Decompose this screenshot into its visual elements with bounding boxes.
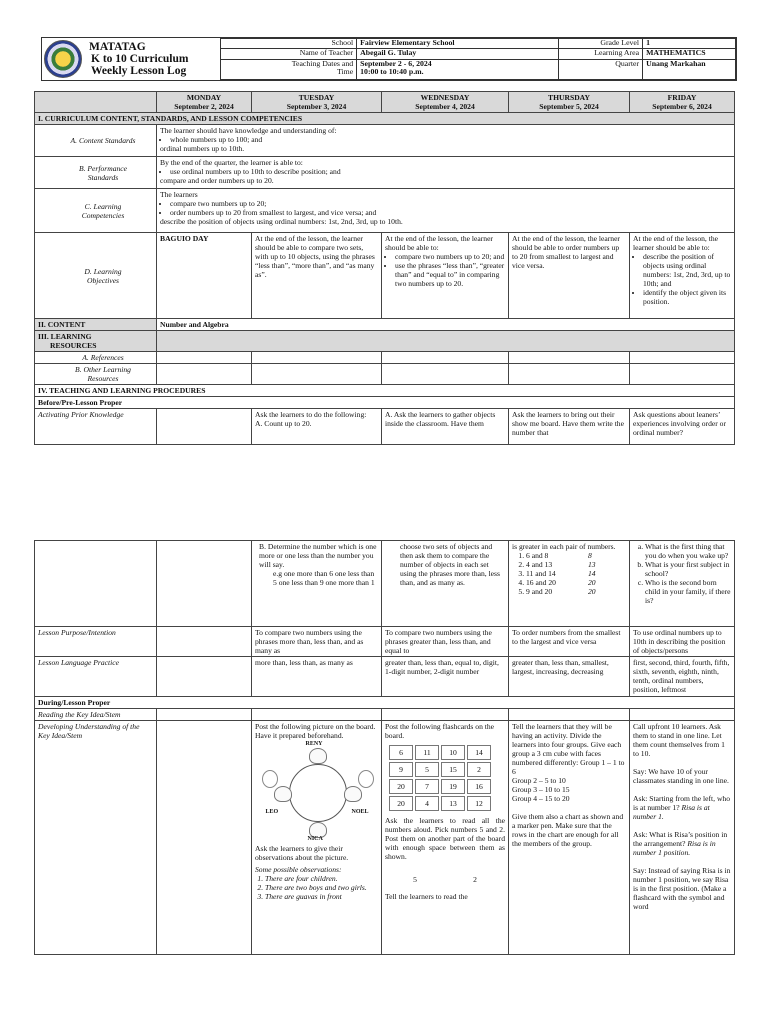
ref-tue — [252, 352, 382, 364]
language-monday — [157, 657, 252, 697]
area-label: Learning Area — [558, 49, 642, 59]
title-curriculum: K to 10 Curriculum — [91, 53, 189, 65]
developing-tuesday: Post the following picture on the board. Have it prepared beforehand. RENY LEO NOEL NICA Ask the learners to give their observations about the picture. Some possible observations: 1. There are four children. 2. There are two boys and two girls. 3. There are guavas in front — [252, 721, 382, 955]
flashcard: 20 — [389, 796, 413, 811]
ref-fri — [630, 352, 735, 364]
before-lesson-heading: Before/Pre-Lesson Proper — [35, 397, 735, 409]
developing-wednesday: Post the following flashcards on the board. 6 11 10 14 9 5 15 2 20 7 19 16 20 4 13 12 Ask the learners to read all the numbers aloud. Pick numbers 5 and 2. Post them on another part of the board with enough space between them as shown. 5 2 Tell the learners to read the — [382, 721, 509, 955]
activating-friday: Ask questions about leaners’ experiences involving order or ordinal number? — [630, 409, 735, 445]
flashcard: 15 — [441, 762, 465, 777]
area-value: MATHEMATICS — [643, 49, 736, 59]
dates-value — [357, 59, 559, 80]
quarter-label: Quarter — [558, 59, 642, 80]
other-resources-label: B. Other Learning Resources — [35, 364, 157, 385]
oth-mon — [157, 364, 252, 385]
flashcard: 11 — [415, 745, 439, 760]
header-box — [41, 37, 737, 81]
key-thu — [509, 709, 630, 721]
grade-label: Grade Level — [558, 39, 642, 49]
guava-right-icon — [358, 770, 374, 788]
round-table-icon — [289, 764, 347, 822]
dates-label-line2: Time — [336, 66, 354, 76]
purpose-friday: To use ordinal numbers up to 10th in describing the position of objects/persons — [630, 627, 735, 657]
key-wed — [382, 709, 509, 721]
dates-text: September 2 - 6, 2024 — [360, 58, 432, 68]
day-monday: MONDAY September 2, 2024 — [157, 92, 252, 113]
observation-item: 3. There are guavas in front — [265, 892, 378, 901]
ref-wed — [382, 352, 509, 364]
flashcard: 14 — [467, 745, 491, 760]
key-fri — [630, 709, 735, 721]
objectives-thursday: At the end of the lesson, the learner should be able to order numbers up to 20 from smallest to largest and vice versa. — [509, 233, 630, 319]
deped-seal-icon — [44, 40, 82, 78]
day-wednesday: WEDNESDAY September 4, 2024 — [382, 92, 509, 113]
purpose-tuesday: To compare two numbers using the phrases more than, less than, and as many as — [252, 627, 382, 657]
time-text: 10:00 to 10:40 p.m. — [360, 66, 424, 76]
content-standards-text: The learner should have knowledge and understanding of: • whole numbers up to 100; and ordinal numbers up to 10th. — [157, 125, 735, 157]
flashcard: 7 — [415, 779, 439, 794]
grade-value: 1 — [643, 39, 736, 49]
section-content: II. CONTENT — [35, 319, 157, 331]
number-pair-item: 4. 16 and 20 20 — [526, 578, 626, 587]
posted-number-2: 2 — [473, 875, 477, 884]
developing-thursday: Tell the learners that they will be having an activity. Divide the learners into four groups. Give each group a 3 cm cube with faces numbered differently: Group 1 – 1 to 6 Group 2 – 5 to 10 Group 3 – 10 to 15 Group 4 – 15 to 20 Give them also a chart as shown and a marker pen. Make sure that the rows in the chart are enough for all the members of the group. — [509, 721, 630, 955]
purpose-thursday: To order numbers from the smallest to the largest and vice versa — [509, 627, 630, 657]
competencies-text: The learners • compare two numbers up to 20; • order numbers up to 20 from smallest to largest, and vice versa; and describe the position of objects using ordinal numbers: 1st, 2nd, 3rd, up to 10th. — [157, 189, 735, 233]
flashcard: 5 — [415, 762, 439, 777]
child-name-leo: LEO — [265, 809, 279, 815]
header-meta-table — [220, 38, 736, 80]
competencies-label: C. Learning Competencies — [35, 189, 157, 233]
teacher-value: Abegail G. Tulay — [357, 49, 559, 59]
thursday-pairs-list — [512, 551, 626, 596]
school-label: School — [221, 39, 357, 49]
developing-monday — [157, 721, 252, 955]
developing-friday: Call upfront 10 learners. Ask them to stand in one line. Let them count themselves from 1 to 10. Say: We have 10 of your classmates standing in one line. Ask: Starting from the left, who is at number 1? Risa is at number 1. Ask: What is Risa’s position in the arrangement? Risa is in number 1 position. Say: Instead of saying Risa is in number 1 position, we say Risa is in the first position. (Make a flashcard with the symbol and word — [630, 721, 735, 955]
performance-standards-label: B. Performance Standards — [35, 157, 157, 189]
flashcard: 2 — [467, 762, 491, 777]
flashcard: 13 — [441, 796, 465, 811]
flashcard: 4 — [415, 796, 439, 811]
content-value: Number and Algebra — [157, 319, 735, 331]
oth-thu — [509, 364, 630, 385]
day-thursday: THURSDAY September 5, 2024 — [509, 92, 630, 113]
learning-resources-blank — [157, 331, 735, 352]
key-idea-label: Reading the Key Idea/Stem — [35, 709, 157, 721]
dates-label-line1: Teaching Dates and — [291, 58, 354, 68]
activating-cont-tuesday: B. Determine the number which is one more or one less than the number you will say. e.g one more than 6 one less than 5 one less than 9 one more than 1 — [252, 541, 382, 627]
child-noel-icon — [344, 786, 362, 802]
ref-thu — [509, 352, 630, 364]
lesson-table-part1 — [34, 91, 735, 445]
language-label: Lesson Language Practice — [35, 657, 157, 697]
activating-cont-wednesday: choose two sets of objects and then ask them to compare the number of objects in each set using the phrases more than, less than, and as many as. — [382, 541, 509, 627]
flashcards-grid — [387, 743, 493, 813]
child-name-reny: RENY — [305, 741, 323, 747]
objectives-label: D. Learning Objectives — [35, 233, 157, 319]
flashcard: 12 — [467, 796, 491, 811]
observation-item: 1. There are four children. — [265, 874, 378, 883]
corner-cell — [35, 92, 157, 113]
language-tuesday: more than, less than, as many as — [252, 657, 382, 697]
section-curriculum: I. CURRICULUM CONTENT, STANDARDS, AND LESSON COMPETENCIES — [35, 113, 735, 125]
objectives-friday: At the end of the lesson, the learner should be able to: • describe the position of objects using ordinal numbers: 1st, 2nd, 3rd, up to 10th; and • identify the object given its position. — [630, 233, 735, 319]
during-lesson-heading: During/Lesson Proper — [35, 697, 735, 709]
child-reny-icon — [309, 748, 327, 764]
number-pair-item: 5. 9 and 20 20 — [526, 587, 626, 596]
number-pair-item: 2. 4 and 13 13 — [526, 560, 626, 569]
observation-item: 2. There are two boys and two girls. — [265, 883, 378, 892]
posted-number-5: 5 — [413, 875, 417, 884]
flashcard: 20 — [389, 779, 413, 794]
activating-cont-monday — [157, 541, 252, 627]
language-wednesday: greater than, less than, equal to, digit, 1-digit number, 2-digit number — [382, 657, 509, 697]
section-learning-resources: III. LEARNING RESOURCES — [35, 331, 157, 352]
number-pair-item: 1. 6 and 8 8 — [526, 551, 626, 560]
child-name-noel: NOEL — [351, 809, 369, 815]
quarter-value: Unang Markahan — [643, 59, 736, 80]
guava-left-icon — [262, 770, 278, 788]
day-header-row — [35, 92, 735, 113]
purpose-wednesday: To compare two numbers using the phrases greater than, less than, and equal to — [382, 627, 509, 657]
dates-label — [221, 59, 357, 80]
title-lesson-log: Weekly Lesson Log — [91, 65, 187, 77]
oth-tue — [252, 364, 382, 385]
content-standards-label: A. Content Standards — [35, 125, 157, 157]
key-tue — [252, 709, 382, 721]
references-label: A. References — [35, 352, 157, 364]
activating-cont-thursday: is greater in each pair of numbers. 1. 6 and 8 8 2. 4 and 13 13 3. 11 and 14 14 4. 16 and 20 20 5. 9 and 20 20 — [509, 541, 630, 627]
day-friday: FRIDAY September 6, 2024 — [630, 92, 735, 113]
header-title — [89, 41, 188, 77]
objectives-monday: BAGUIO DAY — [157, 233, 252, 319]
activating-wednesday: A. Ask the learners to gather objects inside the classroom. Have them — [382, 409, 509, 445]
purpose-monday — [157, 627, 252, 657]
child-name-nica: NICA — [307, 836, 323, 842]
flashcard: 6 — [389, 745, 413, 760]
lesson-table-part2 — [34, 540, 735, 955]
purpose-label: Lesson Purpose/Intention — [35, 627, 157, 657]
oth-fri — [630, 364, 735, 385]
key-mon — [157, 709, 252, 721]
child-leo-icon — [274, 786, 292, 802]
performance-standards-text: By the end of the quarter, the learner is able to: • use ordinal numbers up to 10th to describe position; and compare and order numbers up to 20. — [157, 157, 735, 189]
activating-cont-label — [35, 541, 157, 627]
teacher-label: Name of Teacher — [221, 49, 357, 59]
school-value: Fairview Elementary School — [357, 39, 559, 49]
flashcard: 19 — [441, 779, 465, 794]
activating-cont-friday: a. What is the first thing that you do when you wake up? b. What is your first subject in school? c. Who is the second born child in your family, if there is? — [630, 541, 735, 627]
flashcard: 16 — [467, 779, 491, 794]
objectives-wednesday: At the end of the lesson, the learner should be able to: • compare two numbers up to 20; and • use the phrases “less than”, “greater than” and “equal to” in comparing two numbers up to 20. — [382, 233, 509, 319]
observations-list — [255, 874, 378, 901]
language-friday: first, second, third, fourth, fifth, sixth, seventh, eighth, ninth, tenth, ordinal numbers, position, leftmost — [630, 657, 735, 697]
children-table-picture — [262, 742, 372, 842]
activating-thursday: Ask the learners to bring out their show me board. Have them write the number that — [509, 409, 630, 445]
developing-label: Developing Understanding of the Key Idea/Stem — [35, 721, 157, 955]
ref-mon — [157, 352, 252, 364]
day-tuesday: TUESDAY September 3, 2024 — [252, 92, 382, 113]
flashcard: 9 — [389, 762, 413, 777]
objectives-tuesday: At the end of the lesson, the learner should be able to compare two sets, with up to 10 objects, using the phrases “less than”, “more than”, and “as many as”. — [252, 233, 382, 319]
number-pair-item: 3. 11 and 14 14 — [526, 569, 626, 578]
flashcard: 10 — [441, 745, 465, 760]
activating-label: Activating Prior Knowledge — [35, 409, 157, 445]
posted-numbers — [385, 875, 505, 884]
title-matatag: MATATAG — [89, 41, 146, 53]
language-thursday: greater than, less than, smallest, largest, increasing, decreasing — [509, 657, 630, 697]
section-procedures: IV. TEACHING AND LEARNING PROCEDURES — [35, 385, 735, 397]
oth-wed — [382, 364, 509, 385]
activating-monday — [157, 409, 252, 445]
activating-tuesday: Ask the learners to do the following: A. Count up to 20. — [252, 409, 382, 445]
